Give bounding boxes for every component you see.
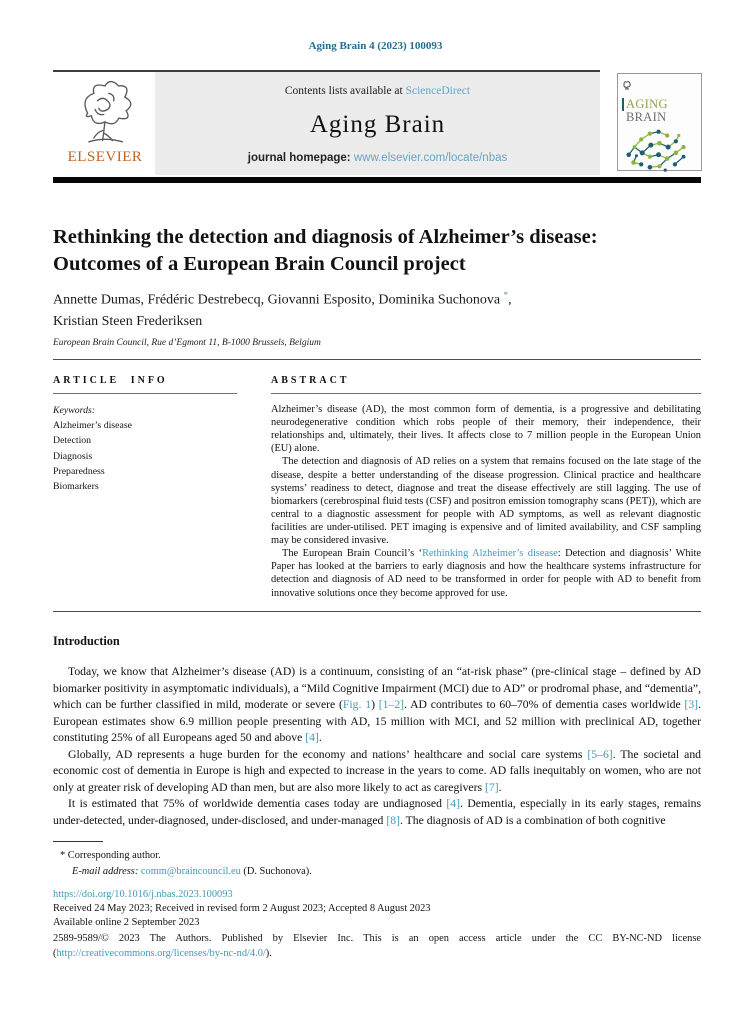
text-run: , [508,292,512,308]
article-title [53,224,713,279]
article-info-section [53,375,237,494]
text-run: 2589-9589/© 2023 The Authors. Published by Elsevier Inc. This is an open access article under the CC BY-NC-ND license ( [53,933,701,960]
elsevier-tree-icon [67,76,143,148]
homepage-label: journal homepage: [247,152,354,164]
text-run: . European estimates show 6.9 million people presenting with AD, 15 million with MCI, and 52 million with preclinical AD, together constituting 25% of all Europeans aged 50 and above [53,698,701,744]
introduction-heading: Introduction [53,634,120,648]
text-run: E-mail address: [72,865,141,877]
text-run: It is estimated that 75% of worldwide dementia cases today are undiagnosed [68,797,447,810]
body-paragraph [53,747,701,797]
keywords-label: Keywords: [53,405,96,416]
elsevier-wordmark: ELSEVIER [67,149,143,165]
article-info-rule [53,393,237,394]
received-dates: Received 24 May 2023; Received in revised form 2 August 2023; Accepted 8 August 2023 [53,903,431,914]
header-bottom-bar [53,177,701,183]
journal-banner [155,72,600,175]
abstract-paragraph [271,403,701,455]
text-run: The European Brain Council’s ‘ [282,548,423,560]
text-run: : Detection and diagnosis’ White Paper has looked at the barriers to early diagnosis and how the healthcare systems infrastructure for detection and diagnosis of AD need to be transformed in order for people with AD to benefit from innovative solutions once they become approved for use. [271,548,701,599]
text-run: The detection and diagnosis of AD relies on a system that remains focused on the late stage of the disease, despite a better understanding of the disease progression. Clinical practice and healthcare systems’ readiness to detect, diagnose and treat the disease effectively are still lagging. The use of biomarkers (cerebrospinal fluid tests (CSF) and positron emission tomography scans (PET)), which are central to a diagnostic assessment for people with AD symptoms, as well as relevant diagnostic facilities are under-utilised. PET imaging is expensive and of limited availability, and CSF sampling may be considered invasive. [271,456,701,547]
abstract-rule [271,393,701,394]
text-run: * [503,290,509,300]
keyword-item: Diagnosis [53,450,93,462]
body-paragraph [53,796,701,829]
elsevier-logo [56,76,154,174]
cover-title-brain: BRAIN [626,110,667,125]
inline-link[interactable]: [1–2] [378,698,405,711]
abstract-heading: ABSTRACT [271,375,350,386]
keyword-item: Preparedness [53,465,105,477]
email-line [53,864,701,880]
homepage-line [155,152,600,164]
brain-network-graphic [622,124,697,174]
keyword-item: Alzheimer’s disease [53,420,132,432]
journal-citation: Aging Brain 4 (2023) 100093 [308,40,443,52]
abstract-paragraph [271,455,701,547]
text-run: Globally, AD represents a huge burden for the economy and nations’ healthcare and social care systems [68,747,588,761]
cover-title-aging: AGING [622,98,697,111]
footnote [53,848,701,879]
abstract-section [271,375,701,600]
author-line1 [53,289,701,311]
text-run: . AD contributes to 60–70% of dementia cases worldwide [404,698,685,711]
article-title-line1: Rethinking the detection and diagnosis of Alzheimer’s disease: [53,226,598,248]
article-info-heading: ARTICLE INFO [53,375,168,386]
doi-link[interactable]: https://doi.org/10.1016/j.nbas.2023.100093 [53,889,233,900]
sciencedirect-link[interactable]: ScienceDirect [405,85,471,97]
text-run: . Dementia, especially in its early stages, remains under-detected, under-diagnosed, under-disclosed, and under-managed [53,797,701,827]
article-title-line2: Outcomes of a European Brain Council project [53,253,466,276]
elsevier-mini-logo-icon [622,80,632,90]
author-list [53,289,701,333]
homepage-link[interactable]: www.elsevier.com/locate/nbas [353,152,508,164]
inline-link[interactable]: [5–6] [587,747,613,761]
keyword-item: Detection [53,435,92,447]
keyword-item: Biomarkers [53,480,99,492]
journal-title: Aging Brain [309,110,446,138]
copyright-line [53,931,701,961]
inline-link[interactable]: [7] [484,780,499,794]
corresponding-author-note: * Corresponding author. [60,850,161,861]
abstract-paragraph [271,547,701,599]
text-run: Annette Dumas, Frédéric Destrebecq, Giovanni Esposito, Dominika Suchonova [53,292,504,308]
inline-link[interactable]: [8] [386,813,400,827]
cover-title [622,98,697,124]
affiliation: European Brain Council, Rue d’Egmont 11, B-1000 Brussels, Belgium [53,338,321,348]
section-divider-top [53,359,701,360]
inline-link[interactable]: [4] [446,797,460,810]
available-online: Available online 2 September 2023 [53,917,200,928]
section-divider-bottom [53,611,701,612]
inline-link[interactable]: Fig. 1 [342,698,372,711]
introduction-section [53,634,701,829]
inline-link[interactable]: http://creativecommons.org/licenses/by-nc-nd/4.0/ [56,948,266,960]
text-run: Today, we know that Alzheimer’s disease (AD) is a continuum, consisting of an “at-risk phase” (pre-clinical stage – defined by AD biomarker positivity in asymptomatic individuals), a “Mild Cognitive Impairment (MCI) due to AD” or prodromal phase, and “dementia”, which can be further classified in mild, moderate or severe ( [53,665,701,711]
journal-cover [617,73,702,171]
text-run: . [318,731,322,744]
text-run: . The societal and economic cost of dementia in Europe is high and expected to increase in the years to come. AD falls inequitably on women, who are not only at greater risk of developing AD than men, but are also more likely to act as caregivers [53,747,702,794]
text-run: (D. Suchonova). [240,865,312,877]
contents-label: Contents lists available at [284,85,406,97]
inline-link[interactable]: Rethinking Alzheimer’s disease [422,548,558,560]
body-paragraph [53,664,701,747]
inline-link[interactable]: [4] [305,731,319,744]
inline-link[interactable]: [3] [684,698,699,711]
text-run: Alzheimer’s disease (AD), the most common form of dementia, is a progressive and debilitating neurodegenerative condition which robs people of their memory, their independence, their relationships and, ultimately, their lives. It affects close to 7 million people in the European Union (EU) alone. [271,404,701,455]
text-run: . [498,780,502,794]
text-run: ) [371,698,379,711]
text-run: ). [265,948,272,960]
text-run: . The diagnosis of AD is a combination of both cognitive [399,813,666,827]
inline-link[interactable]: comm@braincouncil.eu [140,865,241,877]
contents-line [155,85,600,97]
author-line2: Kristian Steen Frederiksen [53,314,203,330]
footnote-rule [53,841,103,842]
